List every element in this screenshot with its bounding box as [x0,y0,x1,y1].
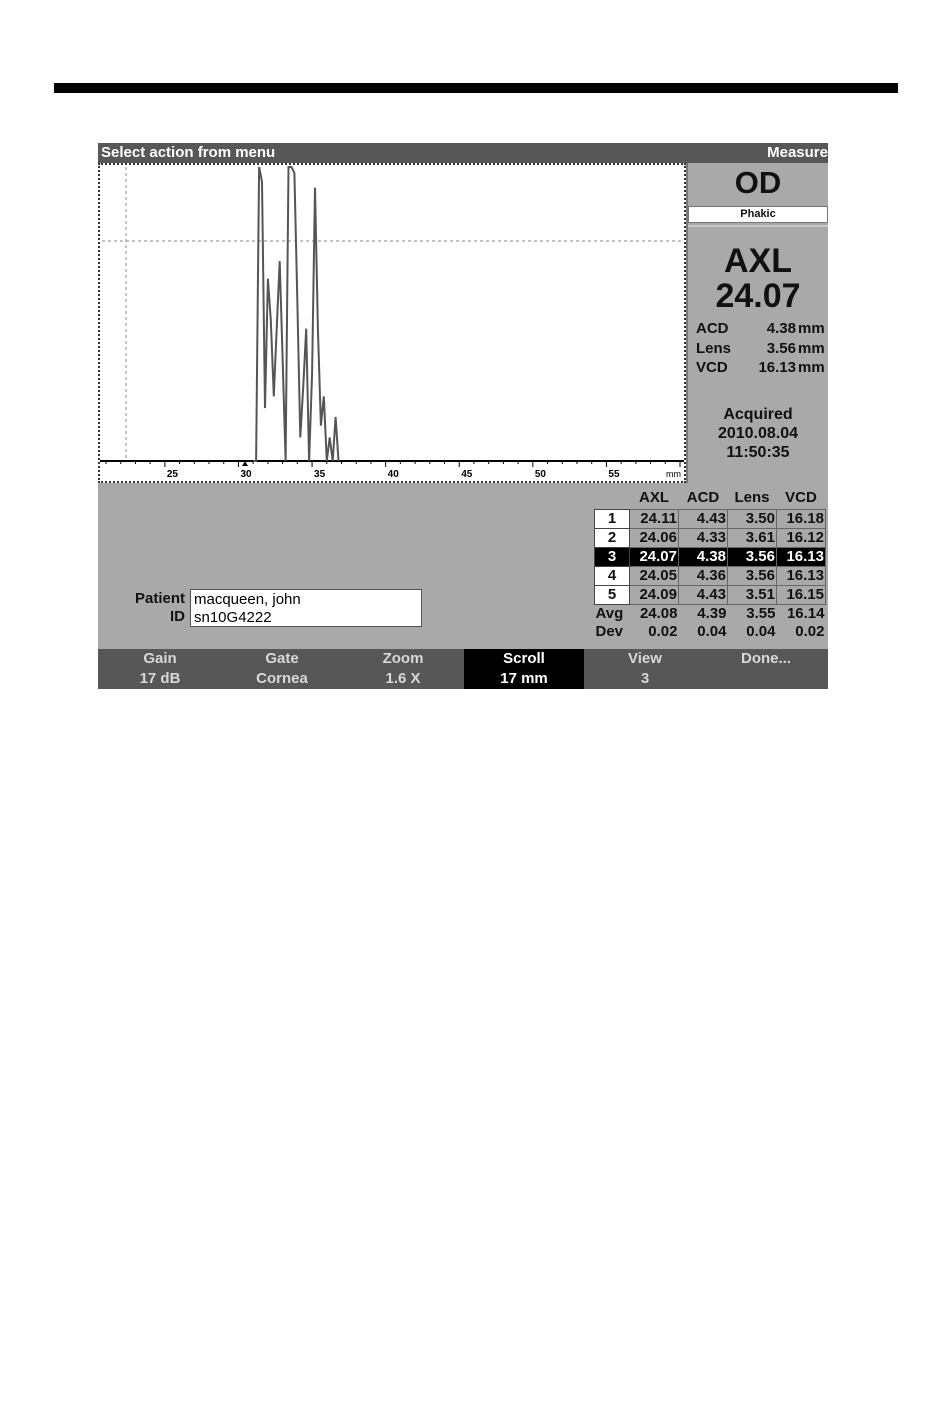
table-row[interactable] [595,567,826,586]
cell-axl: 24.11 [630,510,679,529]
softkey-label: Gate [265,650,299,667]
vcd-value: 16.13 [758,359,796,376]
cell-vcd: 16.13 [777,548,826,567]
avg-acd: 4.39 [679,605,728,624]
acquired-label: Acquired [723,406,793,423]
softkey-gate[interactable] [222,649,342,689]
softkey-value: 17 mm [500,670,548,687]
patient-label: Patient [134,590,185,607]
vcd-label: VCD [696,359,728,376]
lens-label: Lens [696,340,732,357]
softkey-bar [98,649,828,689]
row-index: 1 [595,510,630,529]
status-prompt: Select action from menu [101,144,276,161]
axis-tick-label: 40 [387,469,399,480]
lens-status[interactable]: Phakic [688,206,828,223]
table-row[interactable] [595,529,826,548]
softkey-value: 3 [640,670,650,687]
axis-unit-label: mm [666,469,681,479]
softkey-label: Scroll [503,650,545,667]
avg-vcd: 16.14 [777,605,826,624]
avg-axl: 24.08 [630,605,679,624]
patient-info-field[interactable] [190,589,422,627]
measurement-side-panel [686,163,828,483]
cell-lens: 3.50 [728,510,777,529]
softkey-gain[interactable] [100,649,220,689]
axl-value: 24.07 [715,277,801,315]
dev-acd: 0.04 [679,623,728,641]
acquired-time: 11:50:35 [726,444,790,461]
row-index: 2 [595,529,630,548]
cell-acd: 4.38 [679,548,728,567]
cell-lens: 3.56 [728,548,777,567]
cell-lens: 3.51 [728,586,777,605]
table-row[interactable] [595,586,826,605]
cell-vcd: 16.13 [777,567,826,586]
top-rule [54,83,898,93]
axis-tick-labels [167,469,620,480]
title-bar [98,143,828,163]
axis-tick-label: 45 [461,469,473,480]
col-header-vcd: VCD [785,489,817,506]
vcd-readout [696,359,825,376]
cell-axl: 24.05 [630,567,679,586]
softkey-done[interactable] [706,649,826,689]
row-index: 3 [595,548,630,567]
softkey-value: Cornea [256,670,308,687]
axis-tick-label: 35 [314,469,326,480]
cell-vcd: 16.12 [777,529,826,548]
cell-axl: 24.07 [630,548,679,567]
table-dev-row [595,623,826,641]
eye-indicator[interactable]: OD [734,165,782,200]
softkey-label: Gain [143,650,177,667]
cell-lens: 3.61 [728,529,777,548]
dev-axl: 0.02 [630,623,679,641]
vcd-unit: mm [798,359,825,376]
mode-indicator: Measure [767,144,828,161]
acd-readout [696,320,825,337]
axis-tick-label: 50 [534,469,546,480]
table-avg-row [595,605,826,624]
acd-value: 4.38 [766,320,796,337]
cell-acd: 4.36 [679,567,728,586]
echo-trace [253,167,338,461]
softkey-label: View [628,650,662,667]
avg-label: Avg [595,605,624,622]
softkey-scroll[interactable] [464,649,584,689]
softkey-label: Zoom [382,650,424,667]
acquired-date: 2010.08.04 [717,425,799,442]
axis-tick-label: 25 [166,469,178,480]
cell-vcd: 16.18 [777,510,826,529]
lens-value: 3.56 [766,340,796,357]
softkey-value: 1.6 X [385,670,421,687]
dev-lens: 0.04 [728,623,777,641]
lens-readout [696,340,825,357]
lens-unit: mm [798,340,825,357]
acd-unit: mm [798,320,825,337]
patient-id-value: sn10G4222 [194,609,272,626]
softkey-value: Done... [740,650,791,667]
col-header-acd: ACD [686,489,720,506]
dev-vcd: 0.02 [777,623,826,641]
measurement-table [594,487,826,641]
cell-vcd: 16.15 [777,586,826,605]
a-scan-plot [100,165,684,481]
axis-tick-label: 30 [240,469,252,480]
acd-label: ACD [696,320,729,337]
dev-label: Dev [595,623,624,640]
table-header-row [595,487,826,510]
softkey-value: 17 dB [139,670,181,687]
row-index: 5 [595,586,630,605]
id-label: ID [170,608,185,625]
table-row-selected[interactable] [595,548,826,567]
cell-acd: 4.43 [679,510,728,529]
cell-acd: 4.33 [679,529,728,548]
side-divider [688,225,828,227]
patient-name-value: macqueen, john [194,591,301,608]
softkey-view[interactable] [585,649,705,689]
cell-axl: 24.06 [630,529,679,548]
col-header-axl: AXL [639,489,669,506]
cell-axl: 24.09 [630,586,679,605]
col-header-lens: Lens [734,489,770,506]
cell-acd: 4.43 [679,586,728,605]
acquired-info [688,405,828,462]
a-scan-display[interactable] [98,163,686,483]
softkey-zoom[interactable] [343,649,463,689]
biometer-screen [98,143,828,689]
cell-lens: 3.56 [728,567,777,586]
table-row[interactable] [595,510,826,529]
avg-lens: 3.55 [728,605,777,624]
axl-label: AXL [724,242,792,280]
axis-tick-label: 55 [608,469,620,480]
row-index: 4 [595,567,630,586]
